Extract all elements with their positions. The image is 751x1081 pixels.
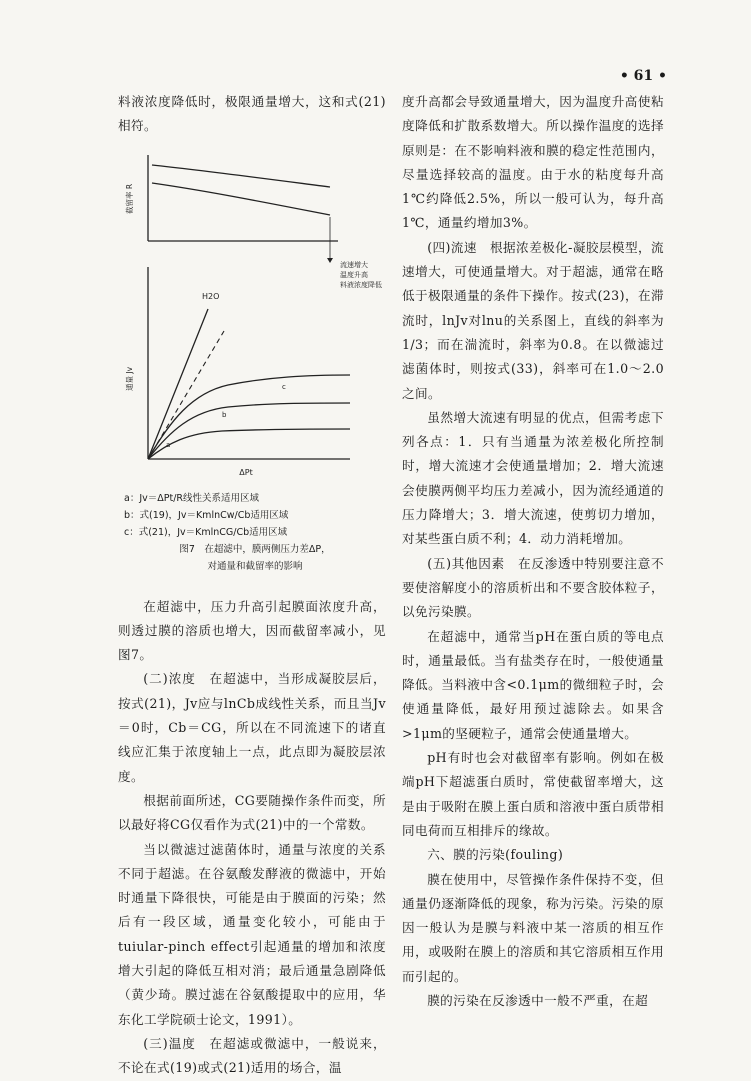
paragraph: 膜在使用中，尽管操作条件保持不变，但通量仍逐渐降低的现象，称为污染。污染的原因一般认为是膜与料液中某一溶质的相互作用，或吸附在膜上的溶质和其它溶质相互作用而引起的。 [402,871,664,984]
flux-curve-b [148,403,350,459]
figure-7-plot [118,149,386,486]
curve-b-label: b [222,410,227,419]
caption-line-a: a：Jv＝ΔPt/R线性关系适用区域 [124,492,259,504]
h2o-label: H2O [202,291,220,301]
paragraph: 度升高都会导致通量增大，因为温度升高使粘度降低和扩散系数增大。所以操作温度的选择原则是：在不影响料液和膜的稳定性范围内，尽量选择较高的温度。由于水的粘度每升高1℃约降低2.5%，所以一般可认为，每升高1℃，通量约增加3%。 [402,94,664,231]
paragraph: 虽然增大流速有明显的优点，但需考虑下列各点：1．只有当通量为浓差极化所控制时，增大流速才会使通量增加；2．增大流速会使膜两侧平均压力差减小，因为流经通道的压力降增大；3．增大流速，使剪切力增加，对某些蛋白质不利；4．动力消耗增加。 [402,409,664,547]
section-heading-fouling: 六、膜的污染(fouling) [427,847,564,863]
annotation-arrow-head [327,258,333,263]
paragraph: 根据前面所述，CG要随操作条件而变，所以最好将CG仅看作为式(21)中的一个常数。 [118,792,386,833]
annotation-line-3: 料液浓度降低 [340,280,382,289]
caption-line-b: b：式(19)，Jv＝KmlnCw/Cb适用区域 [124,509,289,521]
paragraph: 在超滤中，通常当pH在蛋白质的等电点时，通量最低。当有盐类存在时，一般使通量降低。当料液中含<0.1μm的微细粒子时，会使通量降低，最好用预过滤除去。如果含>1μm的坚硬粒子，通常会使通量增大。 [402,628,664,741]
section-other-factors: (五)其他因素 在反渗透中特别要注意不要使溶解度小的溶质析出和不要含胶体粒子，以免污染膜。 [402,555,664,620]
curve-a-label: a [166,440,171,449]
flux-curve-c [148,375,350,459]
caption-subtitle: 对通量和截留率的影响 [207,560,303,572]
paragraph: 当以微滤过滤菌体时，通量与浓度的关系不同于超滤。在谷氨酸发酵液的微滤中，开始时通量下降很快，可能是由于膜面的污染；然后有一段区域，通量变化较小，可能由于tuiular-pinch effect引起通量的增加和浓度增大引起的降低互相对消；最后通量急剧降低（黄少琦。膜过滤在谷氨酸提取中的应用，华东化工学院硕士论文，1991）。 [118,841,386,1027]
section-temperature: (三)温度 在超滤或微滤中，一般说来，不论在式(19)或式(21)适用的场合，温 [118,1035,386,1076]
paragraph: 料液浓度降低时，极限通量增大，这和式(21)相符。 [118,94,386,134]
annotation-line-2: 温度升高 [340,270,368,279]
bottom-y-label: 通量 Jv [125,366,134,391]
h2o-line [148,309,208,459]
paragraph: 膜的污染在反渗透中一般不严重，在超 [427,992,649,1008]
section-flow-rate: (四)流速 根据浓差极化-凝胶层模型，流速增大，可使通量增大。对于超滤，通常在略低于极限通量的条件下操作。按式(23)，在滞流时，lnJv对lnu的关系图上，直线的斜率为1/3；而在湍流时，斜率为0.8。在以微滤过滤菌体时，则按式(33)，斜率可在1.0～2.0之间。 [402,239,664,401]
left-column [118,90,386,1081]
rejection-curve-1 [152,165,330,187]
rejection-curve-2 [152,183,330,215]
paragraph: 在超滤中，压力升高引起膜面浓度升高，则透过膜的溶质也增大，因而截留率减小，见图7。 [118,598,386,663]
curve-c-label: c [282,382,286,391]
caption-title: 图7 在超滤中，膜两侧压力差ΔP， [179,543,331,555]
x-axis-label: ΔPt [239,467,253,477]
page-number: • 61 • [619,68,667,84]
figure-7 [118,149,386,486]
caption-line-c: c：式(21)，Jv＝KmlnCG/Cb适用区域 [124,526,288,538]
top-y-label: 截留率 R [125,183,134,214]
right-column [402,90,664,1013]
section-concentration: (二)浓度 在超滤中，当形成凝胶层后，按式(21)，Jv应与lnCb成线性关系，而且当Jv＝0时，Cb＝CG，所以在不同流速下的诸直线应汇集于浓度轴上一点，此点即为凝胶层浓度。 [118,671,386,784]
paragraph: pH有时也会对截留率有影响。例如在极端pH下超滤蛋白质时，常使截留率增大，这是由于吸附在膜上蛋白质和溶液中蛋白质带相同电荷而互相排斥的缘故。 [402,750,664,838]
flux-curve-a [148,429,350,459]
annotation-line-1: 流速增大 [340,260,368,269]
figure-caption [124,490,386,575]
